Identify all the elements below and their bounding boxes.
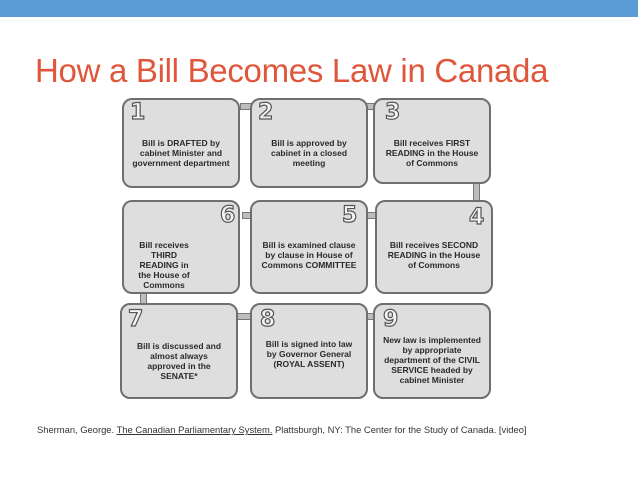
citation-publisher: Plattsburgh, NY: The Center for the Study of Canada. [video] [274, 424, 527, 435]
step-number-9: 9 [383, 307, 399, 332]
step-text-8: Bill is signed into law by Governor General (ROYAL ASSENT) [265, 339, 353, 369]
step-panel-3 [373, 98, 491, 184]
step-number-7: 7 [128, 307, 144, 332]
source-citation [37, 424, 527, 435]
slide-title: How a Bill Becomes Law in Canada [35, 52, 549, 89]
step-number-3: 3 [385, 100, 401, 125]
step-text-6: Bill receives THIRD READING in the House of Commons [138, 240, 190, 290]
step-number-5: 5 [342, 203, 358, 228]
step-panel-6 [122, 200, 240, 294]
step-panel-7 [120, 303, 238, 399]
step-number-8: 8 [260, 307, 276, 332]
step-number-4: 4 [469, 205, 485, 230]
step-panel-2 [250, 98, 368, 188]
step-text-4: Bill receives SECOND READING in the House of Commons [387, 240, 481, 270]
step-text-9: New law is implemented by appropriate department of the CIVIL SERVICE headed by cabinet Minister [383, 335, 481, 385]
step-text-3: Bill receives FIRST READING in the House of Commons [385, 138, 479, 168]
step-number-2: 2 [258, 100, 274, 125]
step-text-5: Bill is examined clause by clause in House of Commons COMMITTEE [261, 240, 357, 270]
step-text-1: Bill is DRAFTED by cabinet Minister and government department [132, 138, 230, 168]
step-number-6: 6 [220, 203, 236, 228]
step-panel-9 [373, 303, 491, 399]
step-text-7: Bill is discussed and almost always approved in the SENATE* [136, 341, 222, 381]
citation-author: Sherman, George. [37, 424, 115, 435]
step-panel-5 [250, 200, 368, 294]
step-panel-4 [375, 200, 493, 294]
step-panel-1 [122, 98, 240, 188]
step-text-2: Bill is approved by cabinet in a closed meeting [270, 138, 348, 168]
citation-work-title: The Canadian Parliamentary System. [116, 424, 273, 435]
step-panel-8 [250, 303, 368, 399]
step-number-1: 1 [130, 100, 146, 125]
